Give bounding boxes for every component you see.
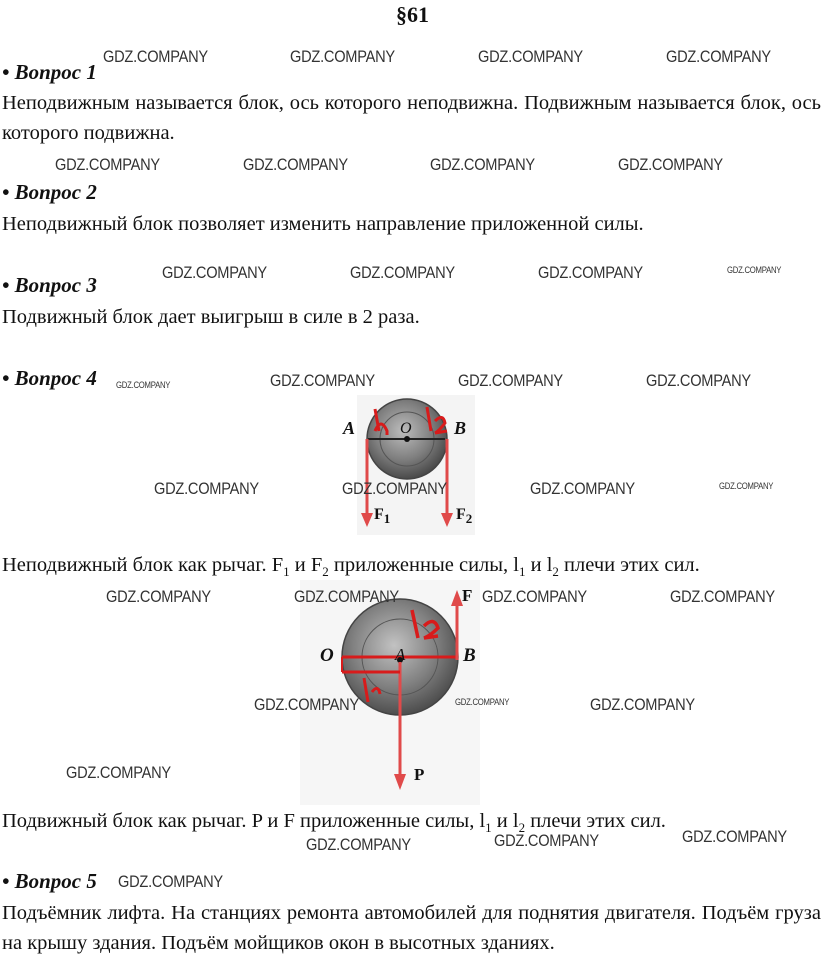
question-2-label: • Вопрос 2 [2, 180, 97, 204]
movable-pulley-figure [300, 580, 480, 805]
question-5-answer: Подъёмник лифта. На станциях ремонта автомобилей для поднятия двигателя. Подъём груза на крышу здания. Подъём мойщиков окон в высотных зданиях. [2, 902, 821, 954]
watermark: GDZ.COMPANY [670, 587, 775, 606]
watermark: GDZ.COMPANY [66, 763, 171, 782]
question-3-answer: Подвижный блок дает выигрыш в силе в 2 раза. [2, 306, 420, 328]
watermark: GDZ.COMPANY [530, 479, 635, 498]
figure-1-caption: Неподвижный блок как рычаг. $F_1$ и $F_2$ приложенные силы, $l_1$ и $l_2$ плечи этих сил. [2, 554, 700, 580]
watermark: GDZ.COMPANY [106, 587, 211, 606]
force-1-label: $F_1$ [374, 506, 391, 527]
question-2-answer: Неподвижный блок позволяет изменить направление приложенной силы. [2, 213, 644, 235]
watermark: GDZ.COMPANY [55, 155, 160, 174]
watermark: GDZ.COMPANY [162, 263, 267, 282]
point-a-label: A [343, 418, 356, 438]
question-4-label: • Вопрос 4 [2, 366, 97, 390]
figure-2-caption: Подвижный блок как рычаг. P и F приложенные силы, $l_1$ и $l_2$ плечи этих сил. [2, 810, 666, 836]
watermark: GDZ.COMPANY [118, 872, 223, 891]
question-5-label: • Вопрос 5 [2, 869, 97, 893]
force-2-label: $F_2$ [456, 506, 473, 527]
force-p-label: P [414, 765, 425, 784]
page-title: §61 [396, 2, 429, 27]
point-b-label: B [454, 418, 467, 438]
watermark: GDZ.COMPANY [666, 47, 771, 66]
point-a-label: A [395, 645, 406, 664]
watermark: GDZ.COMPANY [682, 827, 787, 846]
watermark: GDZ.COMPANY [243, 155, 348, 174]
watermark: GDZ.COMPANY [590, 695, 695, 714]
watermark: GDZ.COMPANY [455, 697, 510, 707]
point-b-label: B [463, 645, 476, 666]
watermark: GDZ.COMPANY [494, 831, 599, 850]
watermark: GDZ.COMPANY [458, 371, 563, 390]
question-1-label: • Вопрос 1 [2, 60, 97, 84]
watermark: GDZ.COMPANY [116, 380, 171, 390]
watermark: GDZ.COMPANY [154, 479, 259, 498]
watermark: GDZ.COMPANY [727, 265, 782, 275]
watermark: GDZ.COMPANY [342, 479, 447, 498]
force-f-label: F [462, 586, 473, 605]
point-o-label: O [320, 645, 334, 666]
question-1-answer: Неподвижным называется блок, ось которого неподвижна. Подвижным называется блок, ось которого подвижна. [2, 92, 821, 144]
watermark: GDZ.COMPANY [478, 47, 583, 66]
watermark: GDZ.COMPANY [430, 155, 535, 174]
watermark: GDZ.COMPANY [482, 587, 587, 606]
watermark: GDZ.COMPANY [290, 47, 395, 66]
watermark: GDZ.COMPANY [350, 263, 455, 282]
watermark: GDZ.COMPANY [254, 695, 359, 714]
watermark: GDZ.COMPANY [646, 371, 751, 390]
watermark: GDZ.COMPANY [306, 835, 411, 854]
watermark: GDZ.COMPANY [719, 481, 774, 491]
question-3-label: • Вопрос 3 [2, 273, 97, 297]
watermark: GDZ.COMPANY [103, 47, 208, 66]
watermark: GDZ.COMPANY [618, 155, 723, 174]
point-o-label: O [400, 420, 412, 437]
watermark: GDZ.COMPANY [294, 587, 399, 606]
watermark: GDZ.COMPANY [270, 371, 375, 390]
watermark: GDZ.COMPANY [538, 263, 643, 282]
